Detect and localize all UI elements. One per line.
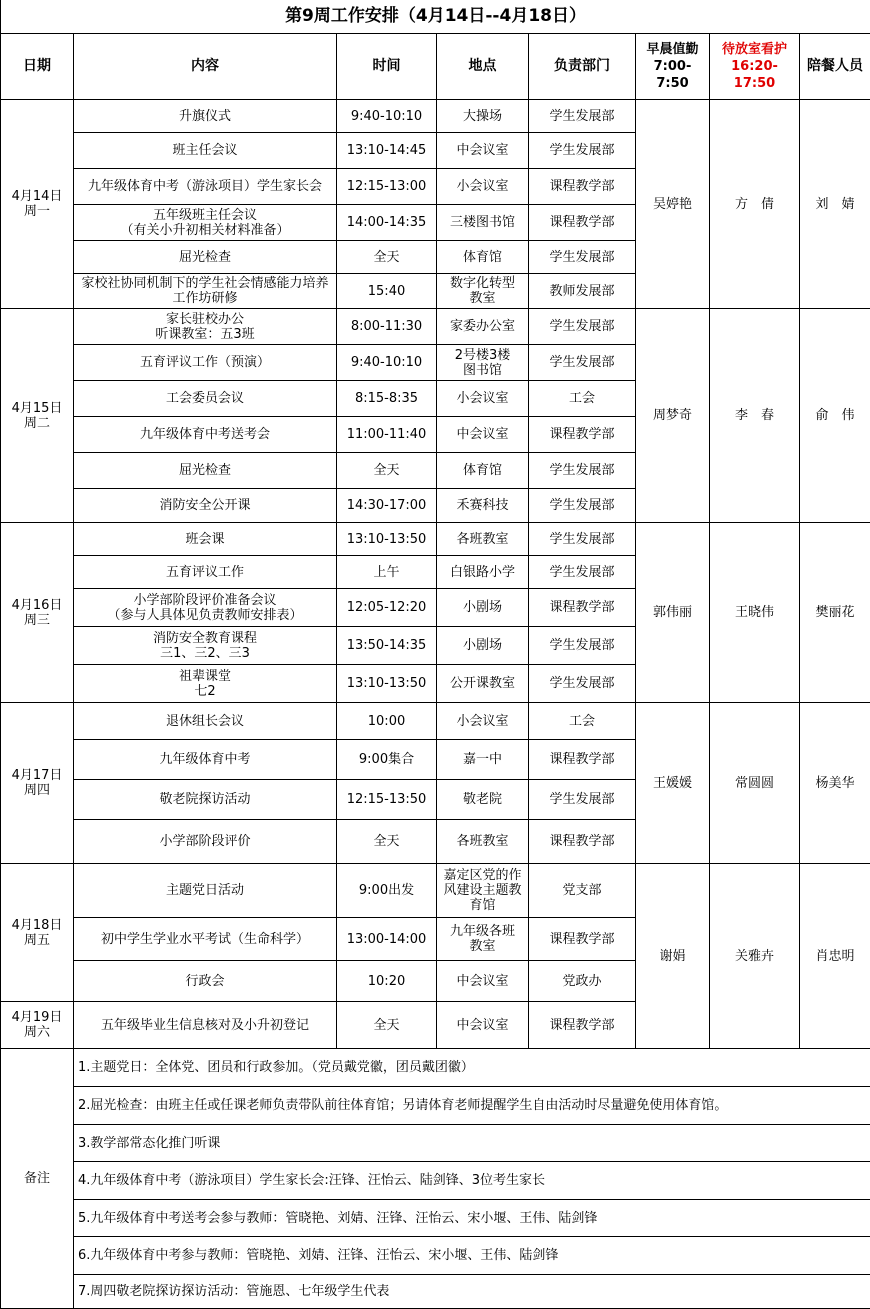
time-cell: 12:15-13:50: [337, 780, 437, 820]
place-cell: 中会议室: [437, 133, 529, 169]
header-morning-duty-time: 7:00-7:50: [653, 59, 692, 91]
note-text: 3.教学部常态化推门听课: [74, 1125, 870, 1162]
meal-staff-cell: 肖忠明: [800, 864, 870, 1049]
note-text: 4.九年级体育中考（游泳项目）学生家长会:汪锋、汪怡云、陆剑锋、3位考生家长: [74, 1162, 870, 1200]
note-row: [1, 1162, 870, 1200]
release-care-cell: 李 春: [710, 309, 800, 523]
table-row: [1, 703, 870, 740]
place-cell: [437, 274, 529, 309]
note-row: [1, 1237, 870, 1275]
meal-staff-cell: 俞 伟: [800, 309, 870, 523]
place-line1: 数字化转型: [449, 276, 515, 291]
notes-label: 备注: [1, 1049, 74, 1309]
time-cell: 全天: [337, 820, 437, 864]
place-cell: 体育馆: [437, 241, 529, 274]
place-cell: 中会议室: [437, 961, 529, 1002]
place-cell: 中会议室: [437, 417, 529, 453]
content-line1: 家长驻校办公: [165, 311, 244, 327]
date-line1: 4月14日: [11, 189, 63, 204]
dept-cell: 学生发展部: [529, 241, 636, 274]
content-line2: 七2: [194, 683, 216, 699]
note-text: 5.九年级体育中考送考会参与教师：管晓艳、刘婧、汪锋、汪怡云、宋小堰、王伟、陆剑锋: [74, 1200, 870, 1237]
schedule-body: [1, 100, 870, 1049]
content-cell: 敬老院探访活动: [74, 780, 337, 820]
morning-duty-cell: 谢娟: [636, 864, 710, 1049]
place-cell: 家委办公室: [437, 309, 529, 345]
place-line1: 2号楼3楼: [454, 347, 511, 363]
time-cell: 14:30-17:00: [337, 489, 437, 523]
time-cell: 9:40-10:10: [337, 100, 437, 133]
header-meal: 陪餐人员: [800, 34, 870, 100]
note-text: 2.屈光检查：由班主任或任课老师负责带队前往体育馆；另请体育老师提醒学生自由活动时尽量避免使用体育馆。: [74, 1087, 870, 1125]
dept-cell: 课程教学部: [529, 820, 636, 864]
time-cell: 全天: [337, 453, 437, 489]
place-line2: 教室: [469, 939, 496, 954]
note-row: [1, 1125, 870, 1162]
time-cell: 12:15-13:00: [337, 169, 437, 205]
dept-cell: 学生发展部: [529, 489, 636, 523]
header-morning-duty-label: 早晨值勤: [646, 42, 699, 57]
morning-duty-cell: 郭伟丽: [636, 523, 710, 703]
time-cell: 13:00-14:00: [337, 918, 437, 961]
place-cell: 小剧场: [437, 627, 529, 665]
meal-staff-cell: 刘 婧: [800, 100, 870, 309]
place-cell: 小剧场: [437, 589, 529, 627]
time-cell: 10:20: [337, 961, 437, 1002]
content-cell: [74, 309, 337, 345]
release-care-cell: 王晓伟: [710, 523, 800, 703]
note-row: [1, 1275, 870, 1309]
content-cell: 九年级体育中考送考会: [74, 417, 337, 453]
content-cell: 初中学生学业水平考试（生命科学）: [74, 918, 337, 961]
dept-cell: 课程教学部: [529, 589, 636, 627]
header-dept: 负责部门: [529, 34, 636, 100]
header-place: 地点: [437, 34, 529, 100]
dept-cell: 学生发展部: [529, 309, 636, 345]
time-cell: 9:00出发: [337, 864, 437, 918]
dept-cell: 学生发展部: [529, 345, 636, 381]
date-line1: 4月17日: [11, 768, 63, 783]
place-cell: 敬老院: [437, 780, 529, 820]
content-cell: 升旗仪式: [74, 100, 337, 133]
dept-cell: 党政办: [529, 961, 636, 1002]
table-row: [1, 100, 870, 133]
time-cell: 全天: [337, 241, 437, 274]
place-cell: 禾赛科技: [437, 489, 529, 523]
date-line1: 4月19日: [11, 1010, 63, 1025]
dept-cell: 课程教学部: [529, 205, 636, 241]
place-line2: 教室: [469, 291, 496, 306]
place-cell: 小会议室: [437, 381, 529, 417]
date-line1: 4月16日: [11, 597, 63, 613]
place-cell: [437, 918, 529, 961]
content-cell: 五育评议工作: [74, 556, 337, 589]
dept-cell: 课程教学部: [529, 169, 636, 205]
dept-cell: 党支部: [529, 864, 636, 918]
release-care-cell: 关雅卉: [710, 864, 800, 1049]
dept-cell: 学生发展部: [529, 780, 636, 820]
content-cell: 主题党日活动: [74, 864, 337, 918]
morning-duty-cell: 王媛媛: [636, 703, 710, 864]
content-cell: 九年级体育中考（游泳项目）学生家长会: [74, 169, 337, 205]
place-line1: 九年级各班: [449, 924, 515, 939]
time-cell: 13:50-14:35: [337, 627, 437, 665]
dept-cell: 教师发展部: [529, 274, 636, 309]
dept-cell: 工会: [529, 381, 636, 417]
place-cell: 体育馆: [437, 453, 529, 489]
time-cell: 9:00集合: [337, 740, 437, 780]
time-cell: 14:00-14:35: [337, 205, 437, 241]
date-line2: 周二: [23, 415, 50, 431]
morning-duty-cell: 吴婷艳: [636, 100, 710, 309]
content-cell: [74, 665, 337, 703]
dept-cell: 学生发展部: [529, 627, 636, 665]
content-line1: 五年级班主任会议: [152, 207, 257, 223]
time-cell: 9:40-10:10: [337, 345, 437, 381]
content-line1: 祖辈课堂: [178, 668, 231, 684]
place-cell: 白银路小学: [437, 556, 529, 589]
meal-staff-cell: 杨美华: [800, 703, 870, 864]
table-row: [1, 523, 870, 556]
table-row: [1, 864, 870, 918]
dept-cell: 课程教学部: [529, 417, 636, 453]
place-cell: 三楼图书馆: [437, 205, 529, 241]
place-cell: 中会议室: [437, 1002, 529, 1049]
header-date: 日期: [1, 34, 74, 100]
place-cell: [437, 345, 529, 381]
time-cell: 上午: [337, 556, 437, 589]
content-cell: 消防安全公开课: [74, 489, 337, 523]
header-release-care-label: 待放室看护: [721, 42, 787, 57]
content-line2: 三1、三2、三3: [160, 645, 250, 661]
date-line2: 周五: [23, 932, 50, 948]
place-cell: 各班教室: [437, 820, 529, 864]
place-line2: 图书馆: [462, 362, 502, 378]
meal-staff-cell: 樊丽花: [800, 523, 870, 703]
content-line2: （参与人具体见负责教师安排表）: [107, 607, 303, 623]
content-cell: 九年级体育中考: [74, 740, 337, 780]
content-line1: 消防安全教育课程: [152, 630, 257, 646]
date-cell: [1, 864, 74, 1002]
content-cell: [74, 589, 337, 627]
time-cell: 15:40: [337, 274, 437, 309]
dept-cell: 学生发展部: [529, 453, 636, 489]
content-cell: 小学部阶段评价: [74, 820, 337, 864]
note-text: 7.周四敬老院探访探访活动：管施恩、七年级学生代表: [74, 1275, 870, 1309]
date-line2: 周一: [23, 204, 50, 219]
place-cell: 各班教室: [437, 523, 529, 556]
content-cell: 五育评议工作（预演）: [74, 345, 337, 381]
time-cell: 全天: [337, 1002, 437, 1049]
header-time: 时间: [337, 34, 437, 100]
content-line2: 听课教室：五3班: [155, 326, 255, 342]
place-cell: 嘉定区党的作风建设主题教育馆: [437, 864, 529, 918]
date-cell: [1, 1002, 74, 1049]
date-line2: 周三: [23, 612, 50, 628]
note-text: 6.九年级体育中考参与教师：管晓艳、刘婧、汪锋、汪怡云、宋小堰、王伟、陆剑锋: [74, 1237, 870, 1275]
date-line1: 4月15日: [11, 400, 63, 416]
date-cell: [1, 523, 74, 703]
content-cell: 工会委员会议: [74, 381, 337, 417]
time-cell: 13:10-13:50: [337, 665, 437, 703]
content-cell: 屈光检查: [74, 241, 337, 274]
dept-cell: 课程教学部: [529, 1002, 636, 1049]
dept-cell: 工会: [529, 703, 636, 740]
note-row: [1, 1049, 870, 1087]
time-cell: 13:10-13:50: [337, 523, 437, 556]
place-cell: 公开课教室: [437, 665, 529, 703]
release-care-cell: 常圆圆: [710, 703, 800, 864]
time-cell: 12:05-12:20: [337, 589, 437, 627]
content-cell: 退休组长会议: [74, 703, 337, 740]
content-cell: 家校社协同机制下的学生社会情感能力培养工作坊研修: [74, 274, 337, 309]
place-cell: 小会议室: [437, 169, 529, 205]
date-line2: 周六: [23, 1025, 50, 1040]
content-line2: （有关小升初相关材料准备）: [120, 222, 290, 238]
dept-cell: 课程教学部: [529, 740, 636, 780]
header-release-care: [710, 34, 800, 100]
content-line1: 小学部阶段评价准备会议: [133, 592, 277, 608]
date-line1: 4月18日: [11, 917, 63, 933]
date-cell: [1, 703, 74, 864]
notes-body: [1, 1049, 870, 1309]
date-line2: 周四: [23, 783, 50, 798]
dept-cell: 课程教学部: [529, 918, 636, 961]
time-cell: 11:00-11:40: [337, 417, 437, 453]
time-cell: 10:00: [337, 703, 437, 740]
dept-cell: 学生发展部: [529, 665, 636, 703]
place-cell: 嘉一中: [437, 740, 529, 780]
time-cell: 13:10-14:45: [337, 133, 437, 169]
header-morning-duty: [636, 34, 710, 100]
header-content: 内容: [74, 34, 337, 100]
date-cell: [1, 100, 74, 309]
place-cell: 大操场: [437, 100, 529, 133]
note-row: [1, 1087, 870, 1125]
note-text: 1.主题党日：全体党、团员和行政参加。（党员戴党徽，团员戴团徽）: [74, 1049, 870, 1087]
page-title: 第9周工作安排（4月14日--4月18日）: [1, 0, 870, 34]
dept-cell: 学生发展部: [529, 523, 636, 556]
date-cell: [1, 309, 74, 523]
time-cell: 8:00-11:30: [337, 309, 437, 345]
header-release-care-time: 16:20-17:50: [731, 59, 778, 91]
dept-cell: 学生发展部: [529, 100, 636, 133]
content-cell: [74, 205, 337, 241]
note-row: [1, 1200, 870, 1237]
content-cell: [74, 627, 337, 665]
content-cell: 行政会: [74, 961, 337, 1002]
table-row: [1, 309, 870, 345]
content-cell: 班会课: [74, 523, 337, 556]
content-cell: 五年级毕业生信息核对及小升初登记: [74, 1002, 337, 1049]
release-care-cell: 方 倩: [710, 100, 800, 309]
time-cell: 8:15-8:35: [337, 381, 437, 417]
place-cell: 小会议室: [437, 703, 529, 740]
morning-duty-cell: 周梦奇: [636, 309, 710, 523]
content-cell: 班主任会议: [74, 133, 337, 169]
dept-cell: 学生发展部: [529, 556, 636, 589]
dept-cell: 学生发展部: [529, 133, 636, 169]
content-cell: 屈光检查: [74, 453, 337, 489]
